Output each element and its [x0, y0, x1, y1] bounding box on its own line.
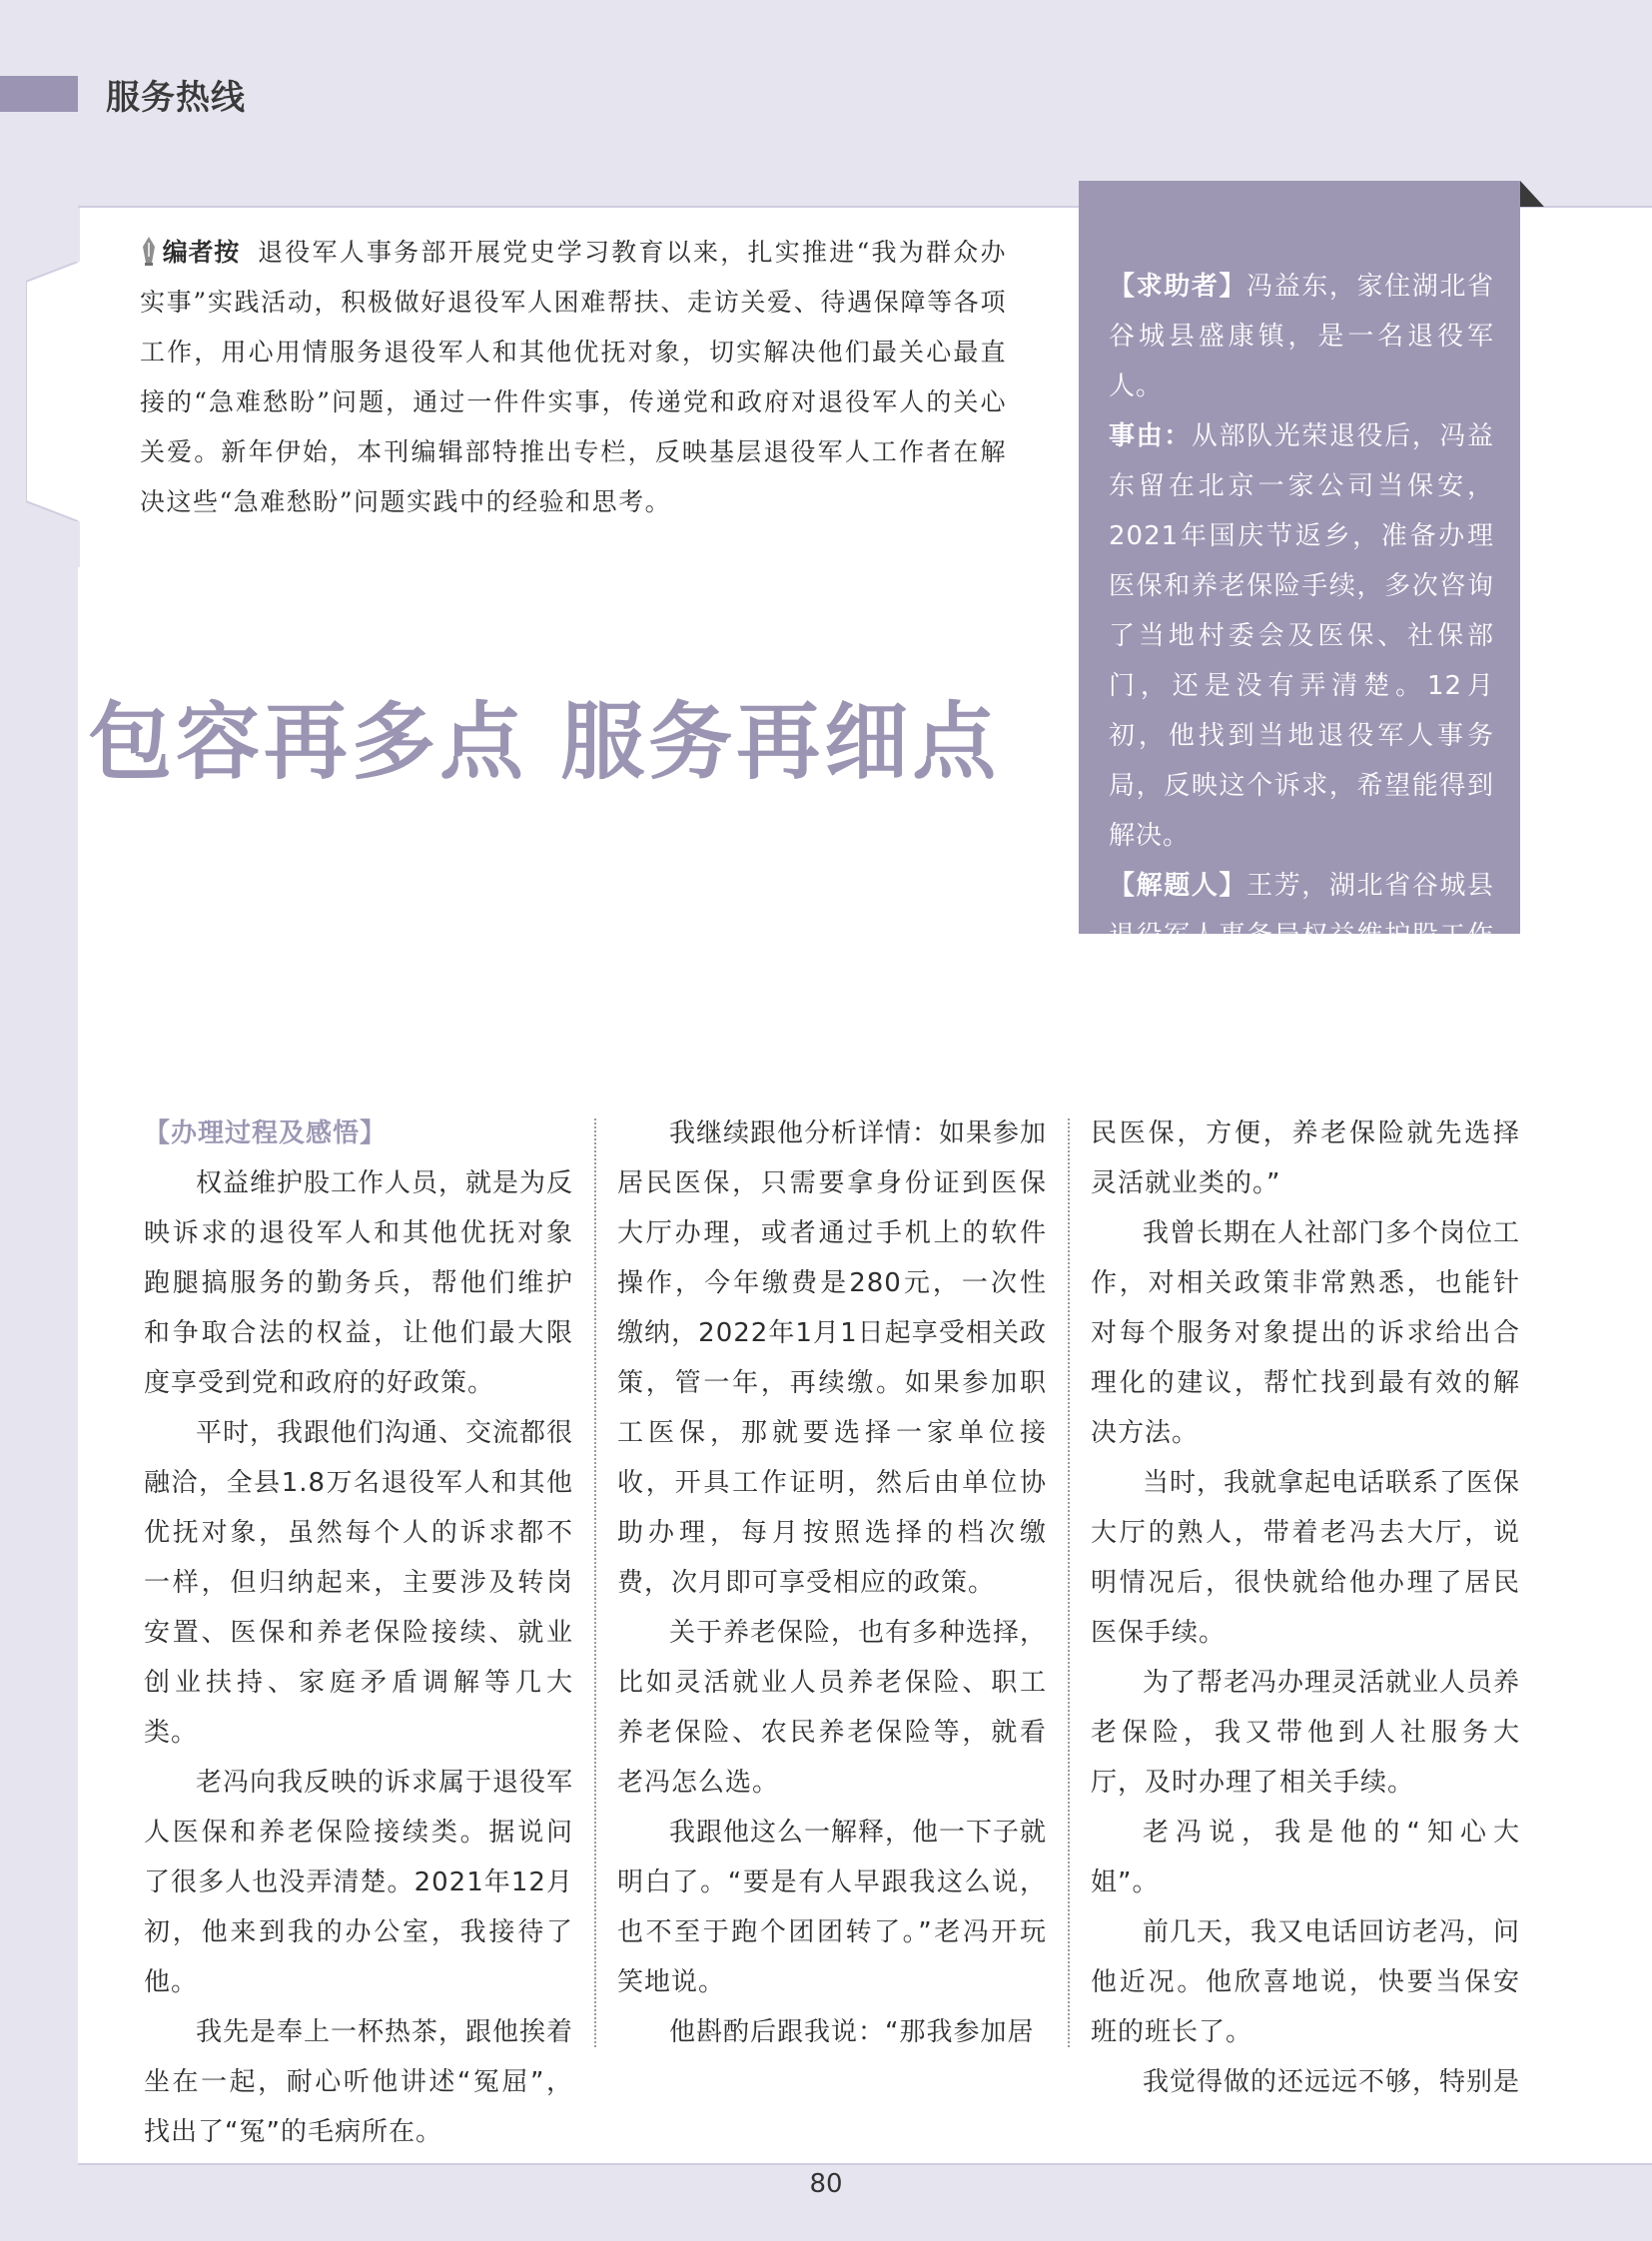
paragraph: 老冯说，我是他的“知心大姐”。 [1091, 1818, 1520, 1897]
paragraph: 我先是奉上一杯热茶，跟他挨着坐在一起，耐心听他讲述“冤屈”，找出了“冤”的毛病所在。 [144, 2017, 574, 2147]
column-divider [594, 1119, 596, 2047]
article-column-2 [617, 1109, 1047, 2057]
paragraph: 我跟他这么一解释，他一下子就明白了。“要是有人早跟我这么说，也不至于跑个团团转了。”老冯开玩笑地说。 [617, 1818, 1048, 1997]
paragraph: 前几天，我又电话回访老冯，问他近况。他欣喜地说，快要当保安班的班长了。 [1091, 1917, 1521, 2047]
paragraph: 我觉得做的还远远不够，特别是 [1143, 2067, 1521, 2097]
article-body [144, 1109, 1521, 2147]
seeker-text: 冯益东，家住湖北省谷城县盛康镇，是一名退役军人。 [1109, 272, 1494, 401]
panel-notch-mask [76, 264, 82, 519]
paragraph: 关于养老保险，也有多种选择，比如灵活就业人员养老保险、职工养老保险、农民养老保险等，就看老冯怎么选。 [617, 1618, 1048, 1798]
paragraph: 老冯向我反映的诉求属于退役军人医保和养老保险接续类。据说问了很多人也没弄清楚。2021年12月初，他来到我的办公室，我接待了他。 [144, 1768, 574, 1997]
case-info-text [1109, 262, 1494, 1011]
paragraph: 为了帮老冯办理灵活就业人员养老保险，我又带他到人社服务大厅，及时办理了相关手续。 [1091, 1668, 1521, 1798]
paragraph: 我继续跟他分析详情：如果参加居民医保，只需要拿身份证到医保大厅办理，或者通过手机上的软件操作，今年缴费是280元，一次性缴纳，2022年1月1日起享受相关政策，管一年，再续缴。如果参加职工医保，那就要选择一家单位接收，开具工作证明，然后由单位协助办理，每月按照选择的档次缴费，次月即可享受相应的政策。 [617, 1119, 1048, 1598]
paragraph: 权益维护股工作人员，就是为反映诉求的退役军人和其他优抚对象跑腿搞服务的勤务兵，帮他们维护和争取合法的权益，让他们最大限度享受到党和政府的好政策。 [144, 1168, 574, 1398]
reason-label: 事由： [1109, 421, 1192, 451]
section-label: 服务热线 [106, 78, 246, 118]
solver-label: 【解题人】 [1109, 871, 1247, 901]
paragraph: 平时，我跟他们沟通、交流都很融洽，全县1.8万名退役军人和其他优抚对象，虽然每个人的诉求都不一样，但归纳起来，主要涉及转岗安置、医保和养老保险接续、就业创业扶持、家庭矛盾调解等几大类。 [144, 1418, 574, 1748]
paragraph: 民医保，方便，养老保险就先选择灵活就业类的。” [1091, 1119, 1520, 1198]
article-subheading: 【办理过程及感悟】 [144, 1119, 388, 1148]
article-title: 包容再多点 服务再细点 [88, 693, 1001, 791]
paragraph: 当时，我就拿起电话联系了医保大厅的熟人，带着老冯去大厅，说明情况后，很快就给他办理了居民医保手续。 [1091, 1468, 1521, 1648]
editor-note-label: 编者按 [162, 238, 240, 267]
solver-text: 王芳，湖北省谷城县退役军人事务局权益维护股工作人员。 [1109, 871, 1494, 1001]
article-column-1 [144, 1109, 573, 2157]
info-box-fold-corner [1520, 181, 1544, 207]
seeker-label: 【求助者】 [1109, 272, 1247, 302]
page-number: 80 [809, 2169, 843, 2199]
paragraph: 我曾长期在人社部门多个岗位工作，对相关政策非常熟悉，也能针对每个服务对象提出的诉求给出合理化的建议，帮忙找到最有效的解决方法。 [1091, 1218, 1521, 1448]
panel-notch-cutout [26, 262, 82, 521]
paragraph: 他斟酌后跟我说：“那我参加居 [669, 2017, 1035, 2047]
pen-nib-icon [140, 235, 158, 267]
section-color-bar [0, 76, 78, 112]
editor-note [88, 228, 1007, 527]
article-column-3 [1091, 1109, 1520, 2107]
reason-text: 从部队光荣退役后，冯益东留在北京一家公司当保安，2021年国庆节返乡，准备办理医保和养老保险手续，多次咨询了当地村委会及医保、社保部门，还是没有弄清楚。12月初，他找到当地退役军人事务局，反映这个诉求，希望能得到解决。 [1109, 421, 1494, 851]
column-divider [1068, 1119, 1070, 2047]
editor-note-text: 退役军人事务部开展党史学习教育以来，扎实推进“我为群众办实事”实践活动，积极做好退役军人困难帮扶、走访关爱、待遇保障等各项工作，用心用情服务退役军人和其他优抚对象，切实解决他们最关心最直接的“急难愁盼”问题，通过一件件实事，传递党和政府对退役军人的关心关爱。新年伊始，本刊编辑部特推出专栏，反映基层退役军人工作者在解决这些“急难愁盼”问题实践中的经验和思考。 [140, 238, 1007, 516]
